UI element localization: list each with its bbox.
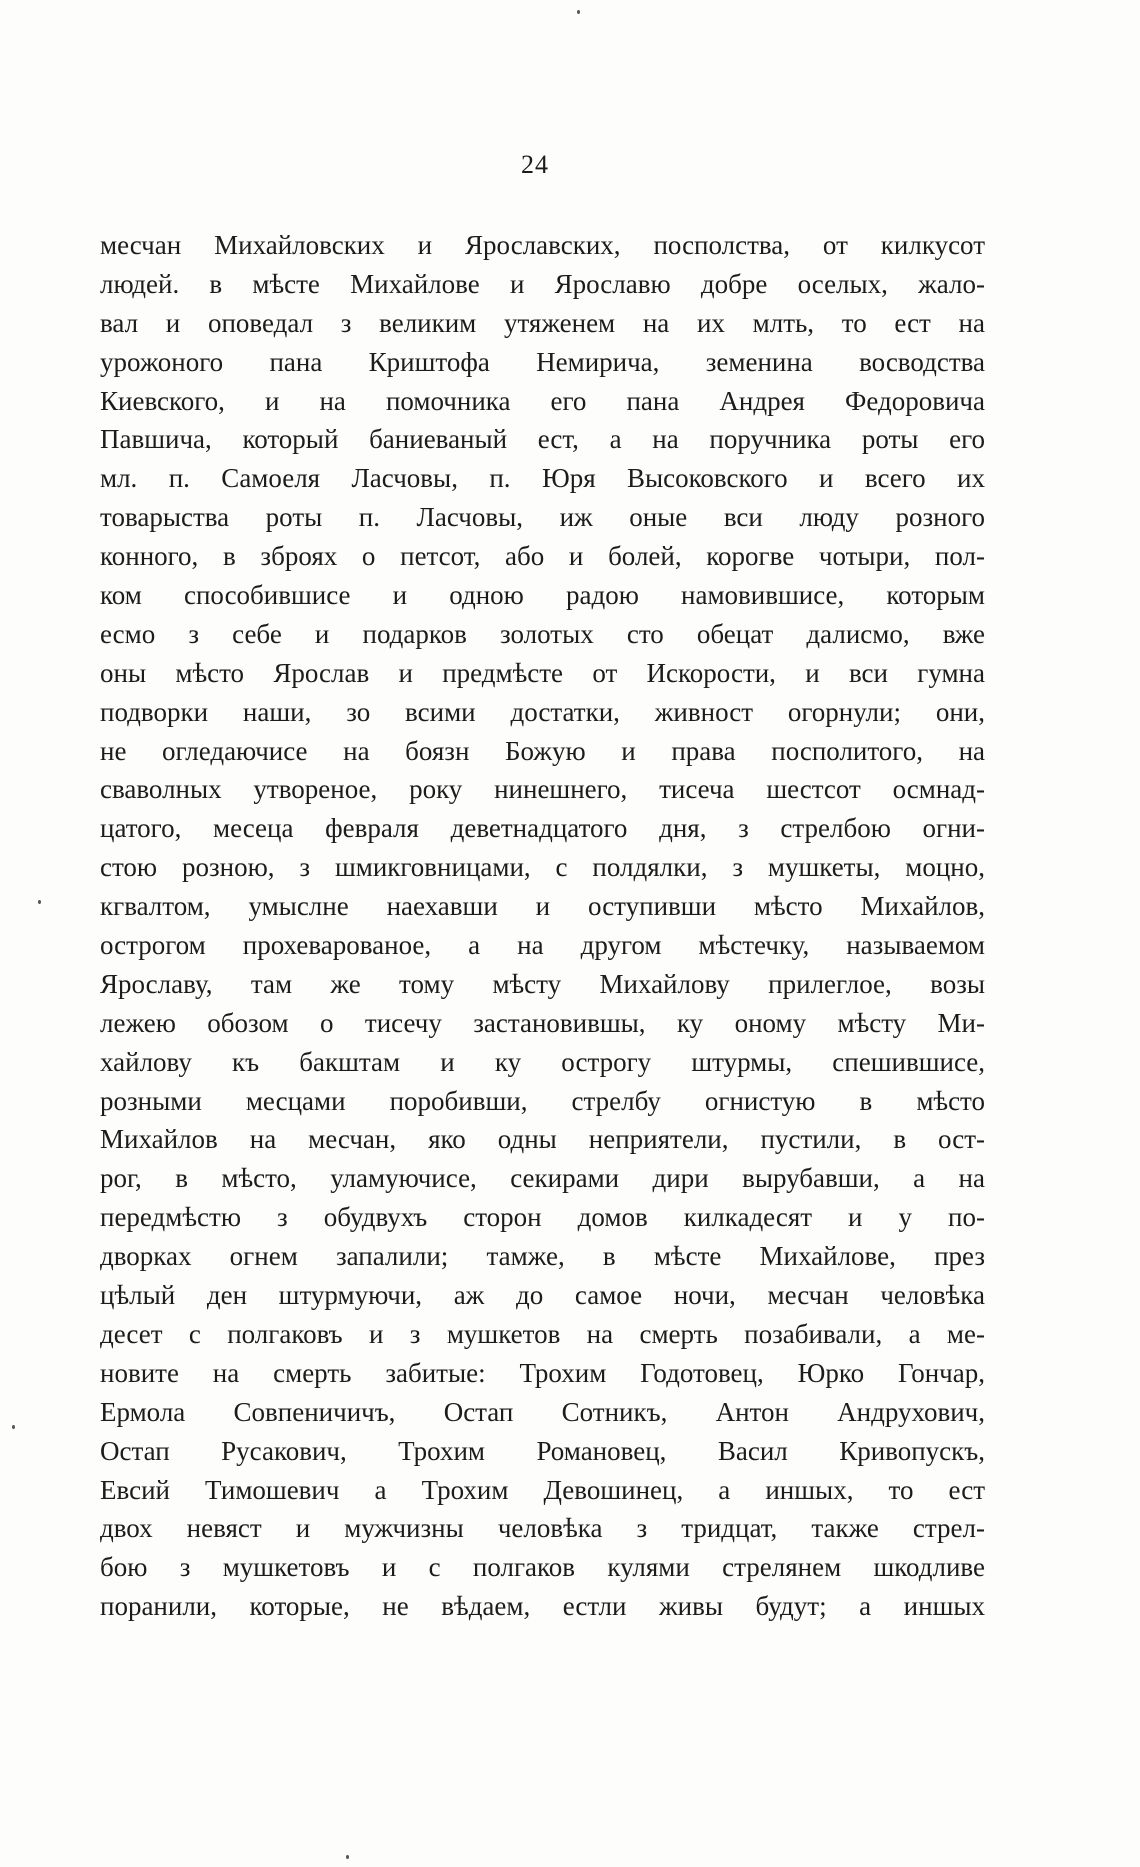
text-line: оны мѣсто Ярослав и предмѣсте от Искорости, и вси гумна bbox=[100, 657, 985, 688]
text-line: розными месцами поробивши, стрелбу огнистую в мѣсто bbox=[100, 1085, 985, 1116]
text-line: двох невяст и мужчизны человѣка з тридцат, также стрел- bbox=[100, 1513, 985, 1544]
text-line: мл. п. Самоеля Ласчовы, п. Юря Высоковского и всего их bbox=[100, 463, 985, 494]
text-line: Киевского, и на помочника его пана Андрея Федоровича bbox=[100, 385, 985, 416]
text-line: острогом прохеварованое, а на другом мѣстечку, называемом bbox=[100, 930, 985, 961]
text-line: дворках огнем запалили; тамже, в мѣсте Михайлове, през bbox=[100, 1241, 985, 1272]
text-line: рог, в мѣсто, уламуючисе, секирами дири вырубавши, а на bbox=[100, 1163, 985, 1194]
text-line: Ярославу, там же тому мѣсту Михайлову прилеглое, возы bbox=[100, 968, 985, 999]
text-line: не огледаючисе на боязн Божую и права посполитого, на bbox=[100, 735, 985, 766]
text-line: цатого, месеца февраля деветнадцатого дня, з стрелбою огни- bbox=[100, 813, 985, 844]
text-line: Ермола Совпеничичъ, Остап Сотникъ, Антон Андрухович, bbox=[100, 1396, 985, 1427]
text-line: кгвалтом, умыслне наехавши и оступивши мѣсто Михайлов, bbox=[100, 891, 985, 922]
text-line: лежею обозом о тисечу застановившы, ку оному мѣсту Ми- bbox=[100, 1007, 985, 1038]
body-text bbox=[100, 226, 985, 1626]
text-line: Михайлов на месчан, яко одны неприятели, пустили, в ост- bbox=[100, 1124, 985, 1155]
page-number: 24 bbox=[521, 150, 549, 179]
text-line: бою з мушкетовъ и с полгаков кулями стрелянем шкодливе bbox=[100, 1552, 985, 1583]
text-line: конного, в зброях о петсот, або и болей, корогве чотыри, пол- bbox=[100, 541, 985, 572]
print-speck bbox=[38, 900, 41, 904]
text-line: людей. в мѣсте Михайлове и Ярославю добре оселых, жало- bbox=[100, 268, 985, 299]
text-line: ком способившисе и одною радою намовившисе, которым bbox=[100, 580, 985, 611]
text-line: стою розною, з шмикговницами, с полдялки, з мушкеты, моцно, bbox=[100, 852, 985, 883]
print-speck bbox=[12, 1425, 15, 1429]
text-line: цѣлый ден штурмуючи, аж до самое ночи, месчан человѣка bbox=[100, 1280, 985, 1311]
text-line: Павшича, который баниеваный ест, а на поручника роты его bbox=[100, 424, 985, 455]
print-speck bbox=[577, 10, 580, 14]
text-line: десет с полгаковъ и з мушкетов на смерть позабивали, а ме- bbox=[100, 1318, 985, 1349]
text-line: вал и оповедал з великим утяженем на их млть, то ест на bbox=[100, 307, 985, 338]
text-line: новите на смерть забитые: Трохим Годотовец, Юрко Гончар, bbox=[100, 1357, 985, 1388]
text-line: поранили, которые, не вѣдаем, естли живы будут; а иншых bbox=[100, 1591, 985, 1622]
text-line: месчан Михайловских и Ярославских, посполства, от килкусот bbox=[100, 230, 985, 260]
text-line: передмѣстю з обудвухъ сторон домов килкадесят и у по- bbox=[100, 1202, 985, 1233]
text-line: есмо з себе и подарков золотых сто обецат далисмо, вже bbox=[100, 618, 985, 649]
text-line: Евсий Тимошевич а Трохим Девошинец, а иншых, то ест bbox=[100, 1474, 985, 1505]
print-speck bbox=[346, 1855, 349, 1859]
text-line: Остап Русакович, Трохим Романовец, Васил Кривопускъ, bbox=[100, 1435, 985, 1466]
text-line: урожоного пана Криштофа Немирича, земенина восводства bbox=[100, 346, 985, 377]
text-line: сваволных утвореное, року нинешнего, тисеча шестсот осмнад- bbox=[100, 774, 985, 805]
text-line: товарыства роты п. Ласчовы, иж оные вси люду розного bbox=[100, 502, 985, 533]
text-line: подворки наши, зо всими достатки, живност огорнули; они, bbox=[100, 696, 985, 727]
text-line: хайлову къ бакштам и ку острогу штурмы, спешившисе, bbox=[100, 1046, 985, 1077]
